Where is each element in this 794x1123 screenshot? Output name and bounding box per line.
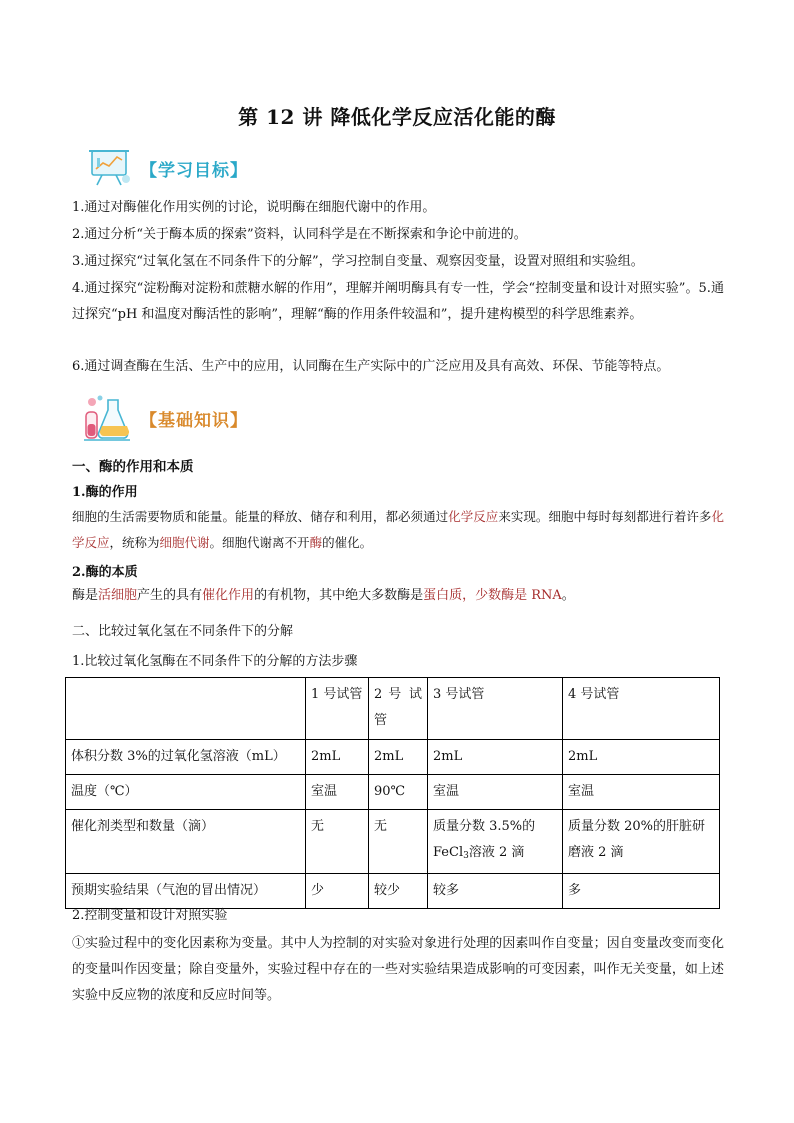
table-cell: 2mL [563, 740, 720, 775]
term-cell-metabolism: 细胞代谢 [159, 535, 210, 550]
part2-sub2-heading: 2.控制变量和设计对照实验 [72, 908, 228, 923]
table-cell: 室温 [306, 775, 369, 810]
enzyme-nature-paragraph: 酶是活细胞产生的具有催化作用的有机物，其中绝大多数酶是蛋白质，少数酶是 RNA。 [72, 588, 575, 603]
lab-flask-icon [82, 394, 134, 442]
fecl3-amount-line2: FeCl$_3$溶液 2 滴 [433, 845, 525, 861]
part2-sub1-heading: 1.比较过氧化氢酶在不同条件下的分解的方法步骤 [72, 654, 358, 669]
table-header-cell: 2 号 试管 [369, 678, 428, 740]
term-enzyme: 酶 [309, 535, 323, 550]
experiment-table [65, 677, 720, 909]
goal-4-5: 4.通过探究“淀粉酶对淀粉和蔗糖水解的作用”，理解并阐明酶具有专一性，学会“控制变量和设计对照实验”。5.通过探究“pH 和温度对酶活性的影响”，理解“酶的作用条件较温和”，提升建构模型的科学思维素养。 [72, 281, 724, 322]
table-header-cell: 4 号试管 [563, 678, 720, 740]
variables-paragraph: ①实验过程中的变化因素称为变量。其中人为控制的对实验对象进行处理的因素叫作自变量；因自变量改变而变化的变量叫作因变量；除自变量外，实验过程中存在的一些对实验结果造成影响的可变因素，叫作无关变量，如上述实验中反应物的浓度和反应时间等。 [72, 936, 724, 1003]
basic-knowledge-label: 【基础知识】 [140, 410, 248, 431]
learning-goals-header [86, 148, 248, 188]
term-catalysis: 催化作用 [202, 588, 255, 603]
basic-knowledge-header [82, 394, 248, 442]
table-header-row [66, 678, 720, 740]
goal-6: 6.通过调查酶在生活、生产中的应用，认同酶在生产实际中的广泛应用及具有高效、环保、节能等特点。 [72, 359, 670, 374]
table-row [66, 740, 720, 775]
table-cell: 温度（℃） [66, 775, 306, 810]
table-cell: 多 [563, 874, 720, 909]
part1-sub1-heading: 1.酶的作用 [72, 485, 138, 500]
table-cell: 较多 [428, 874, 563, 909]
table-cell: 室温 [563, 775, 720, 810]
table-cell: 较少 [369, 874, 428, 909]
table-cell: 催化剂类型和数量（滴） [66, 810, 306, 874]
table-cell [428, 810, 563, 874]
part1-sub2-heading: 2.酶的本质 [72, 565, 138, 580]
part1-heading: 一、酶的作用和本质 [72, 459, 194, 475]
goal-1: 1.通过对酶催化作用实例的讨论，说明酶在细胞代谢中的作用。 [72, 200, 436, 215]
table-cell: 少 [306, 874, 369, 909]
table-cell: 2mL [306, 740, 369, 775]
table-cell: 室温 [428, 775, 563, 810]
table-header-cell: 3 号试管 [428, 678, 563, 740]
goal-2: 2.通过分析“关于酶本质的探索”资料，认同科学是在不断探索和争论中前进的。 [72, 227, 527, 242]
goal-3: 3.通过探究“过氧化氢在不同条件下的分解”，学习控制自变量、观察因变量，设置对照组和实验组。 [72, 254, 644, 269]
table-cell: 无 [306, 810, 369, 874]
table-cell: 质量分数 20%的肝脏研磨液 2 滴 [563, 810, 720, 874]
term-chemical-reaction: 化学反应 [448, 509, 499, 524]
table-cell: 2mL [428, 740, 563, 775]
term-protein-rna: 蛋白质，少数酶是 RNA [423, 588, 562, 603]
table-cell: 预期实验结果（气泡的冒出情况） [66, 874, 306, 909]
presentation-board-icon [86, 148, 132, 188]
term-chemical-reaction-2: 化学反应 [72, 509, 724, 550]
table-row [66, 810, 720, 874]
table-cell [66, 678, 306, 740]
table-row [66, 775, 720, 810]
enzyme-function-paragraph: 细胞的生活需要物质和能量。能量的释放、储存和利用，都必须通过化学反应来实现。细胞中每时每刻都进行着许多化学反应，统称为细胞代谢。细胞代谢离不开酶的催化。 [72, 509, 724, 550]
term-living-cell: 活细胞 [98, 588, 138, 603]
table-cell: 90℃ [369, 775, 428, 810]
table-header-cell: 1 号试管 [306, 678, 369, 740]
fecl3-amount-line1: 质量分数 3.5%的 [433, 819, 536, 834]
table-cell: 无 [369, 810, 428, 874]
page-title: 第 12 讲 降低化学反应活化能的酶 [238, 105, 556, 129]
table-cell: 2mL [369, 740, 428, 775]
part2-heading: 二、比较过氧化氢在不同条件下的分解 [72, 624, 294, 639]
table-cell: 体积分数 3%的过氧化氢溶液（mL） [66, 740, 306, 775]
learning-goals-label: 【学习目标】 [140, 160, 248, 181]
